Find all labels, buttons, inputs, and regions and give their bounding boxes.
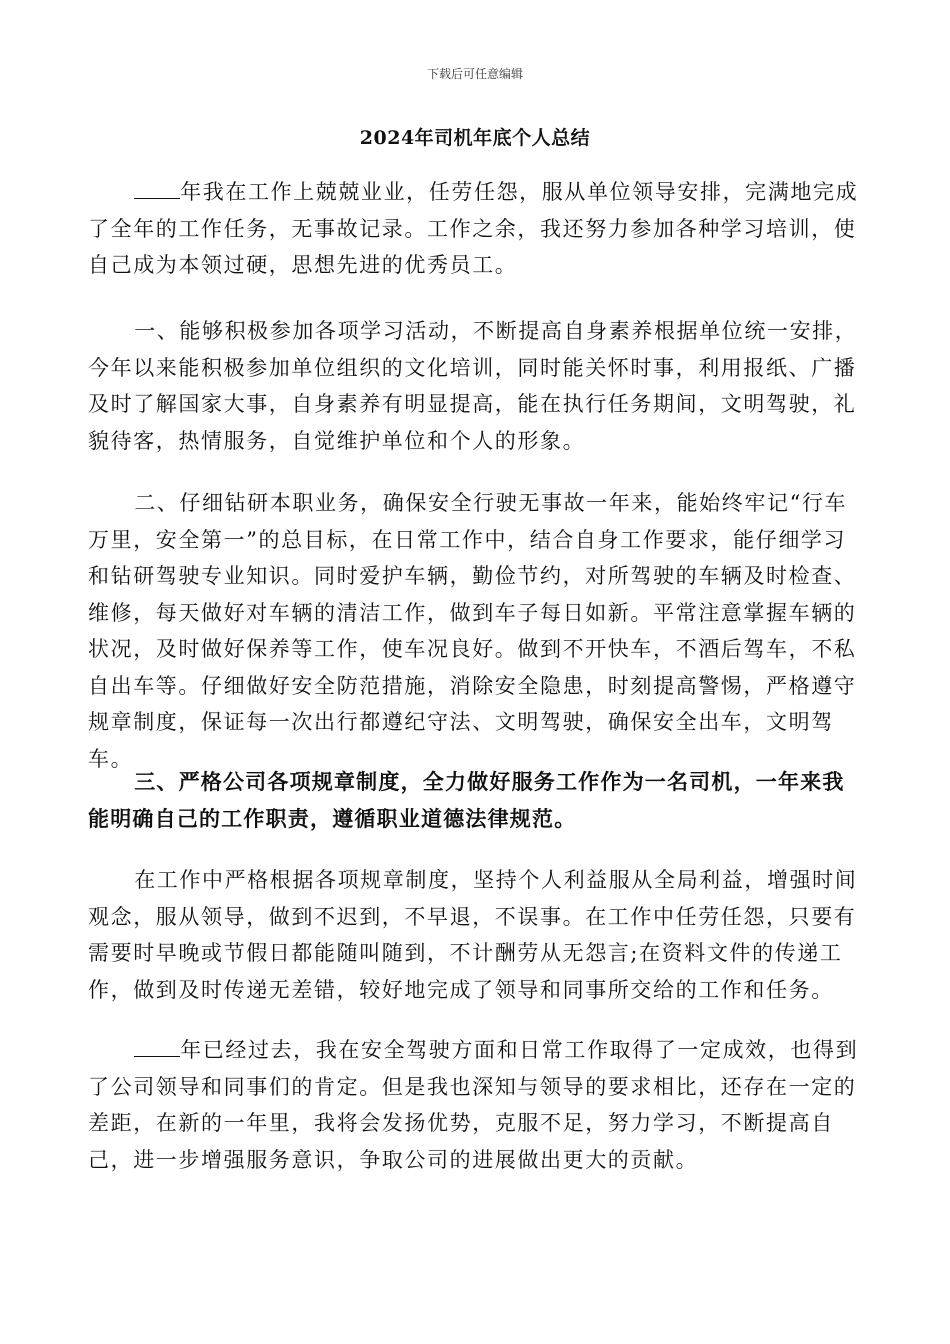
paragraph-block-2 — [88, 313, 863, 459]
paragraph-section-3-body: 在工作中严格根据各项规章制度，坚持个人利益服从全局利益，增强时间观念，服从领导，做到不迟到，不早退，不误事。在工作中任劳任怨，只要有需要时早晚或节假日都能随叫随到，不计酬劳从无怨言;在资料文件的传递工作，做到及时传递无差错，较好地完成了领导和同事所交给的工作和任务。 — [88, 868, 858, 1002]
paragraph-intro — [88, 174, 863, 284]
paragraph-block-6 — [88, 1032, 863, 1178]
paragraph-block-4 — [88, 764, 863, 837]
year-blank — [134, 176, 180, 199]
paragraph-block-5 — [88, 862, 863, 1008]
paragraph-section-1: 一、能够积极参加各项学习活动，不断提高自身素养根据单位统一安排，今年以来能积极参加单位组织的文化培训，同时能关怀时事，利用报纸、广播及时了解国家大事，自身素养有明显提高，能在执行任务期间，文明驾驶，礼貌待客，热情服务，自觉维护单位和个人的形象。 — [88, 319, 858, 453]
year-blank-closing — [134, 1034, 180, 1057]
paragraph-intro-text: 年我在工作上兢兢业业，任劳任怨，服从单位领导安排，完满地完成了全年的工作任务，无事故记录。工作之余，我还努力参加各种学习培训，使自己成为本领过硬，思想先进的优秀员工。 — [88, 180, 859, 277]
paragraph-block-1 — [88, 174, 863, 284]
paragraph-closing-text: 年已经过去，我在安全驾驶方面和日常工作取得了一定成效，也得到了公司领导和同事们的肯定。但是我也深知与领导的要求相比，还存在一定的差距，在新的一年里，我将会发扬优势，克服不足，努力学习，不断提高自己，进一步增强服务意识，争取公司的进展做出更大的贡献。 — [88, 1038, 859, 1172]
paragraph-closing — [88, 1032, 863, 1178]
header-note: 下载后可任意编辑 — [426, 67, 523, 81]
document-title: 2024年司机年底个人总结 — [359, 127, 591, 149]
paragraph-block-3 — [88, 485, 863, 777]
paragraph-section-3-heading: 三、严格公司各项规章制度，全力做好服务工作作为一名司机，一年来我能明确自己的工作职责，遵循职业道德法律规范。 — [88, 769, 845, 831]
paragraph-section-2: 二、仔细钻研本职业务，确保安全行驶无事故一年来，能始终牢记“行车万里，安全第一”的总目标，在日常工作中，结合自身工作要求，能仔细学习和钻研驾驶专业知识。同时爱护车辆，勤俭节约，对所驾驶的车辆及时检查、维修，每天做好对车辆的清洁工作，做到车子每日如新。平常注意掌握车辆的状况，及时做好保养等工作，使车况良好。做到不开快车，不酒后驾车，不私自出车等。仔细做好安全防范措施，消除安全隐患，时刻提高警惕，严格遵守规章制度，保证每一次出行都遵纪守法、文明驾驶，确保安全出车，文明驾车。 — [88, 491, 857, 771]
